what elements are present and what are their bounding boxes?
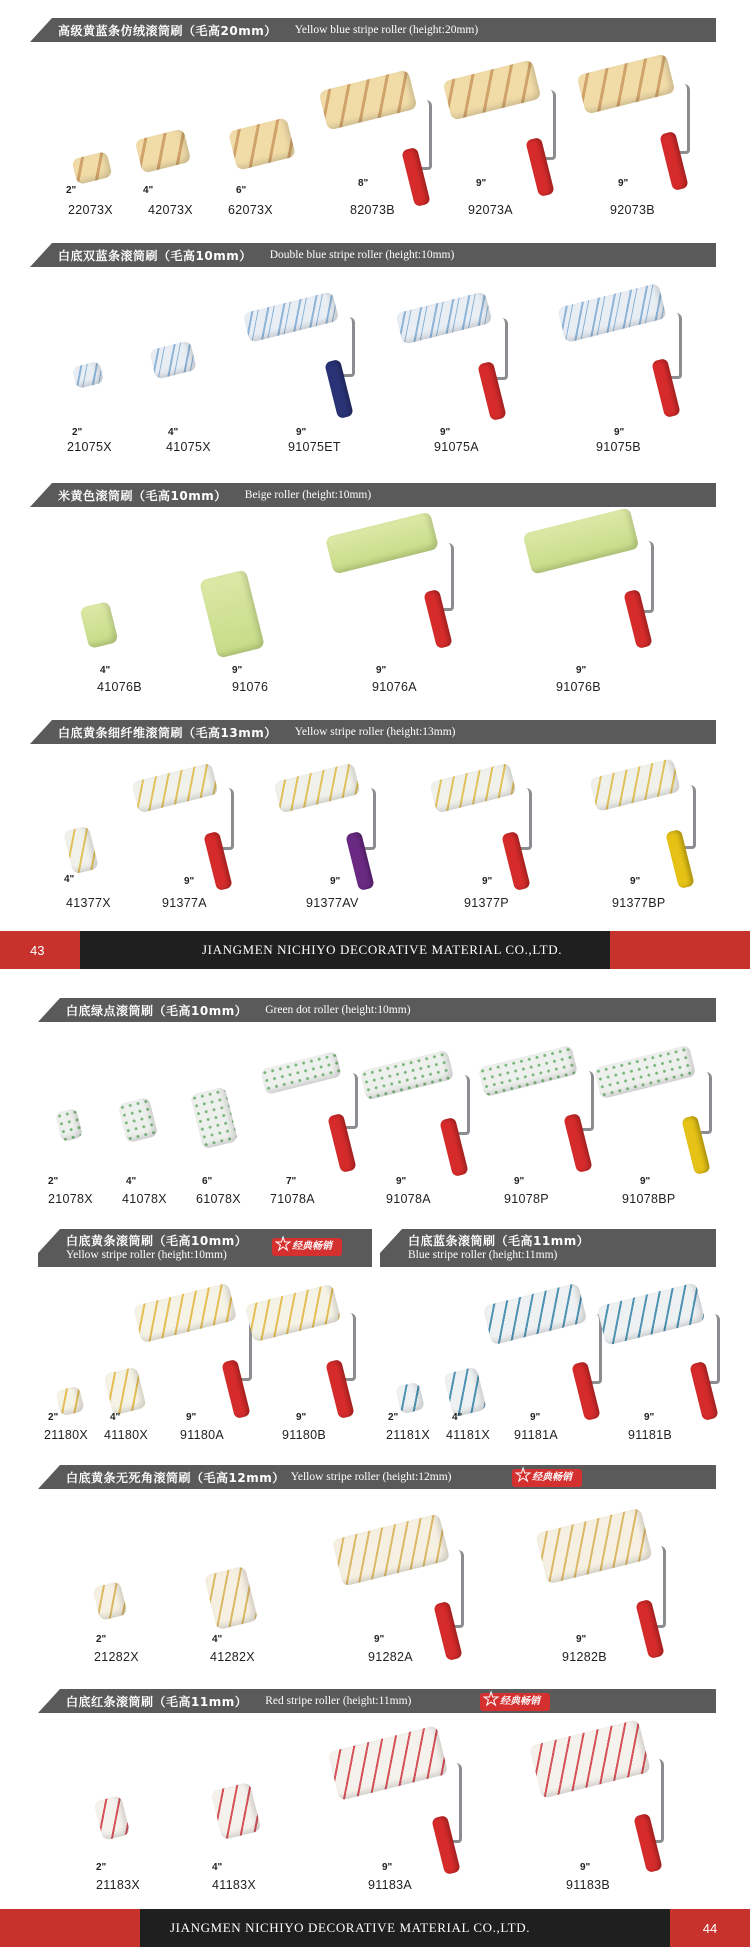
product-code: 91076B (556, 680, 601, 694)
product-code: 21180X (44, 1428, 88, 1442)
size-label: 9" (530, 1412, 541, 1423)
product-code: 21183X (96, 1878, 140, 1892)
star-icon: ★ (275, 1234, 292, 1255)
size-label: 4" (143, 185, 154, 196)
size-label: 8" (358, 178, 369, 189)
product-code: 91377P (464, 896, 509, 910)
product-code: 91183A (368, 1878, 412, 1892)
product-code: 21181X (386, 1428, 430, 1442)
product-code: 91075A (434, 440, 479, 454)
product-code: 91282A (368, 1650, 413, 1664)
size-label: 2" (96, 1634, 107, 1645)
page-number (670, 1909, 750, 1947)
star-icon: ★ (483, 1689, 500, 1710)
product-code: 91377AV (306, 896, 359, 910)
size-label: 9" (644, 1412, 655, 1423)
section-header-yellow-blue-20mm (30, 18, 716, 42)
size-label: 4" (110, 1412, 121, 1423)
size-label: 2" (66, 185, 77, 196)
section-title-en: Green dot roller (height:10mm) (265, 1004, 411, 1016)
product-code: 41075X (166, 440, 211, 454)
size-label: 9" (382, 1862, 393, 1873)
size-label: 9" (576, 1634, 587, 1645)
size-label: 4" (100, 665, 111, 676)
company-name: JIANGMEN NICHIYO DECORATIVE MATERIAL CO.,LTD. (202, 942, 563, 957)
size-label: 9" (396, 1176, 407, 1187)
product-code: 91180A (180, 1428, 224, 1442)
size-label: 4" (452, 1412, 463, 1423)
size-label: 9" (482, 876, 493, 887)
badge-text: 经典畅销 (500, 1696, 540, 1707)
size-label: 9" (330, 876, 341, 887)
size-label: 2" (96, 1862, 107, 1873)
section-header-blue-11mm (380, 1229, 716, 1267)
size-label: 7" (286, 1176, 297, 1187)
section-title-cn: 高级黄蓝条仿绒滚筒刷（毛高20mm） (58, 23, 277, 38)
section-title-cn: 白底绿点滚筒刷（毛高10mm） (66, 1003, 248, 1018)
product-code: 21078X (48, 1192, 93, 1206)
size-label: 2" (48, 1412, 59, 1423)
product-code: 91183B (566, 1878, 610, 1892)
product-code: 91075B (596, 440, 641, 454)
product-code: 61078X (196, 1192, 241, 1206)
size-label: 4" (168, 427, 179, 438)
size-label: 9" (576, 665, 587, 676)
bestseller-badge (480, 1689, 550, 1711)
section-title-cn: 白底蓝条滚筒刷（毛高11mm） (408, 1234, 590, 1248)
size-label: 9" (514, 1176, 525, 1187)
size-label: 9" (184, 876, 195, 887)
footer-accent (0, 1909, 140, 1947)
product-code: 92073B (610, 203, 655, 217)
product-code: 41180X (104, 1428, 148, 1442)
section-title-en: Red stripe roller (height:11mm) (265, 1695, 412, 1707)
size-label: 9" (580, 1862, 591, 1873)
section-title-cn: 白底黄条滚筒刷（毛高10mm） (66, 1234, 248, 1248)
section-title-cn: 白底双蓝条滚筒刷（毛高10mm） (58, 248, 252, 263)
size-label: 9" (614, 427, 625, 438)
product-code: 91076A (372, 680, 417, 694)
section-title-cn: 白底黄条无死角滚筒刷（毛高12mm） (66, 1470, 285, 1485)
product-code: 62073X (228, 203, 273, 217)
size-label: 4" (212, 1634, 223, 1645)
page-number-text: 44 (702, 1920, 718, 1936)
page-footer (0, 1909, 750, 1947)
footer-accent (610, 931, 750, 969)
product-code: 41183X (212, 1878, 256, 1892)
company-name: JIANGMEN NICHIYO DECORATIVE MATERIAL CO.,LTD. (170, 1920, 531, 1935)
product-code: 41078X (122, 1192, 167, 1206)
size-label: 2" (388, 1412, 399, 1423)
size-label: 9" (374, 1634, 385, 1645)
product-code: 91076 (232, 680, 269, 694)
product-code: 41076B (97, 680, 142, 694)
size-label: 9" (376, 665, 387, 676)
section-title-en: Yellow stripe roller (height:13mm) (294, 726, 456, 738)
product-code: 91282B (562, 1650, 607, 1664)
page-number-text: 43 (30, 942, 45, 958)
size-label: 9" (476, 178, 487, 189)
page-footer (0, 931, 750, 969)
size-label: 4" (212, 1862, 223, 1873)
size-label: 9" (232, 665, 243, 676)
section-title-en: Yellow blue stripe roller (height:20mm) (294, 24, 479, 36)
size-label: 9" (640, 1176, 651, 1187)
size-label: 4" (64, 874, 75, 885)
product-code: 41181X (446, 1428, 490, 1442)
product-code: 91078P (504, 1192, 549, 1206)
section-title-en: Yellow stripe roller (height:12mm) (290, 1471, 452, 1483)
product-code: 41282X (210, 1650, 255, 1664)
size-label: 2" (72, 427, 83, 438)
page-number (0, 931, 80, 969)
section-header-yellow-13mm (30, 720, 716, 744)
product-code: 91180B (282, 1428, 326, 1442)
section-header-green-dot-10mm (38, 998, 716, 1022)
product-code: 41377X (66, 896, 111, 910)
section-title-en: Beige roller (height:10mm) (244, 489, 372, 501)
product-code: 71078A (270, 1192, 315, 1206)
product-code: 42073X (148, 203, 193, 217)
footer-bar (80, 931, 610, 969)
section-title-cn: 白底红条滚筒刷（毛高11mm） (66, 1694, 248, 1709)
section-header-double-blue-10mm (30, 243, 716, 267)
section-header-red-11mm (38, 1689, 716, 1713)
product-code: 91181A (514, 1428, 558, 1442)
footer-bar (140, 1909, 670, 1947)
product-code: 91078BP (622, 1192, 676, 1206)
section-title-en: Blue stripe roller (height:11mm) (408, 1249, 558, 1261)
size-label: 9" (630, 876, 641, 887)
section-title-en: Double blue stripe roller (height:10mm) (269, 249, 455, 261)
section-header-yellow-12mm (38, 1465, 716, 1489)
size-label: 4" (126, 1176, 137, 1187)
product-code: 21075X (67, 440, 112, 454)
bestseller-badge (512, 1465, 582, 1487)
size-label: 2" (48, 1176, 59, 1187)
size-label: 9" (618, 178, 629, 189)
size-label: 6" (202, 1176, 213, 1187)
badge-text: 经典畅销 (532, 1472, 572, 1483)
star-icon: ★ (515, 1465, 532, 1486)
size-label: 9" (186, 1412, 197, 1423)
product-code: 91377A (162, 896, 207, 910)
size-label: 9" (296, 427, 307, 438)
size-label: 6" (236, 185, 247, 196)
section-header-beige-10mm (30, 483, 716, 507)
product-code: 92073A (468, 203, 513, 217)
bestseller-badge (272, 1234, 342, 1256)
product-code: 91075ET (288, 440, 341, 454)
badge-text: 经典畅销 (292, 1241, 332, 1252)
section-title-cn: 白底黄条细纤维滚筒刷（毛高13mm） (58, 725, 277, 740)
section-title-en: Yellow stripe roller (height:10mm) (66, 1249, 227, 1261)
size-label: 9" (440, 427, 451, 438)
product-code: 21282X (94, 1650, 139, 1664)
product-code: 91181B (628, 1428, 672, 1442)
product-code: 22073X (68, 203, 113, 217)
size-label: 9" (296, 1412, 307, 1423)
product-code: 91078A (386, 1192, 431, 1206)
section-title-cn: 米黄色滚筒刷（毛高10mm） (58, 488, 227, 503)
product-code: 91377BP (612, 896, 666, 910)
product-code: 82073B (350, 203, 395, 217)
